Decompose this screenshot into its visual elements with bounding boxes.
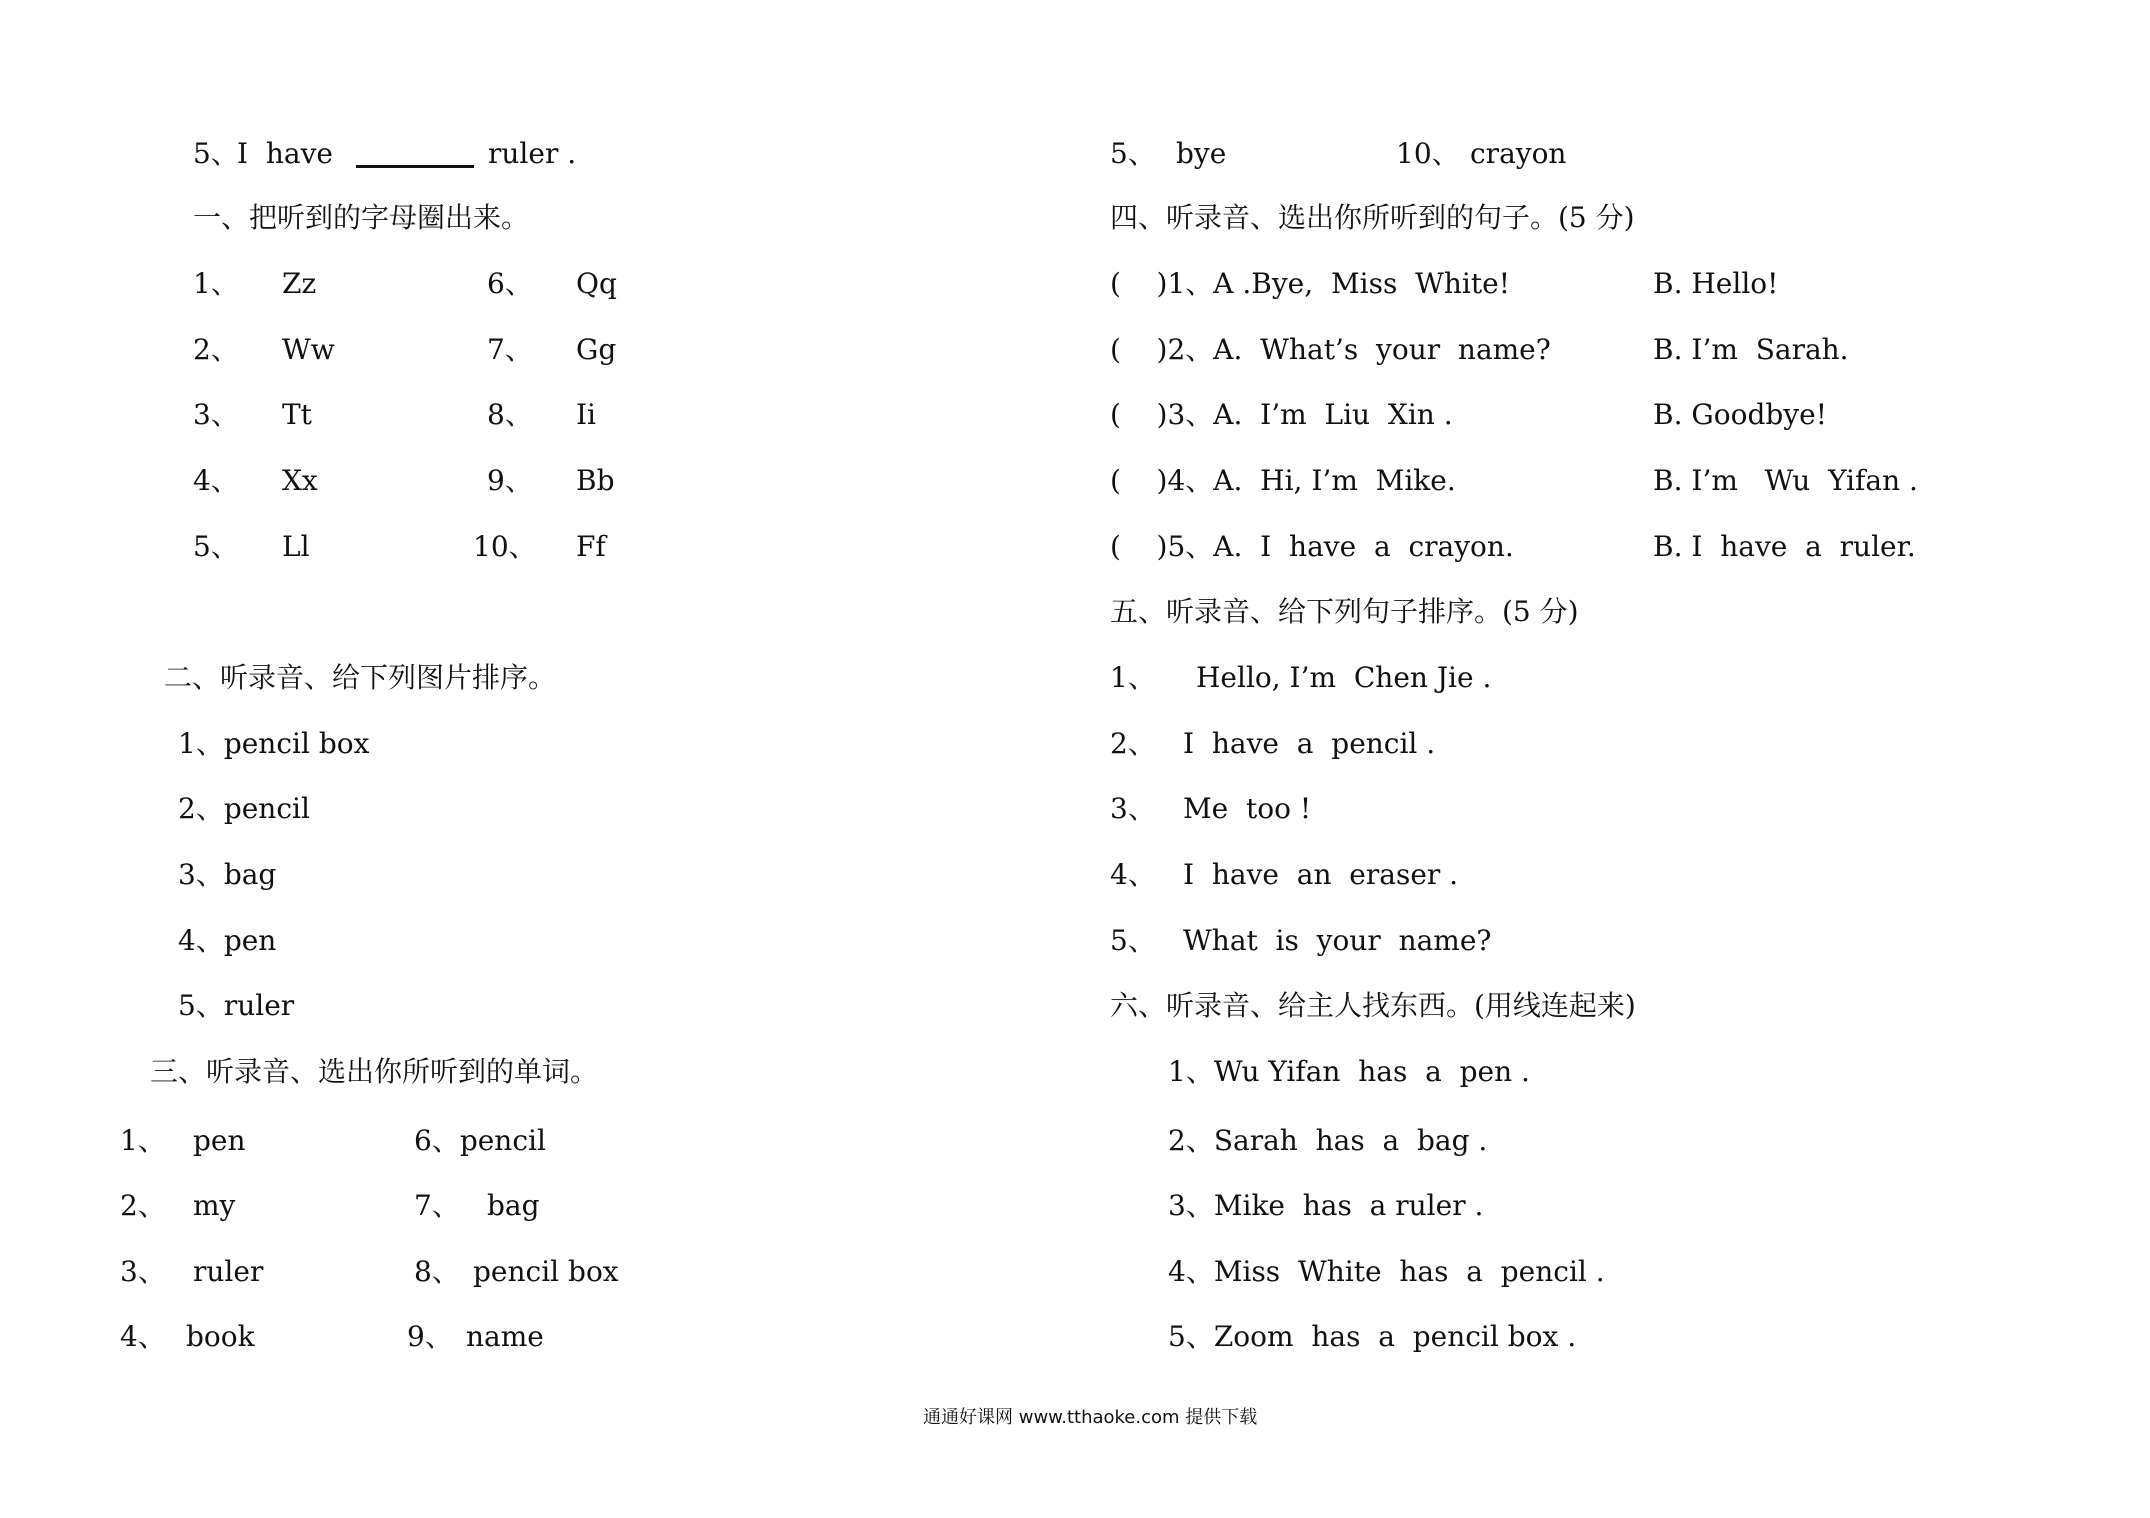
- word-item: crayon: [1470, 137, 1567, 170]
- word-item-number: 9、: [407, 1320, 453, 1353]
- word-item-number: 3、: [120, 1255, 166, 1288]
- word-item-number: 7、: [414, 1189, 460, 1222]
- letter-item: Ll: [282, 530, 310, 563]
- carry-item-text-after: ruler .: [488, 137, 577, 170]
- letter-item-number: 7、: [487, 333, 533, 366]
- word-item-number: 1、: [120, 1124, 166, 1157]
- word-item: name: [466, 1320, 544, 1353]
- sentence-order-item: Hello, I’m Chen Jie .: [1196, 661, 1492, 694]
- carry-item-number: 5、: [193, 137, 239, 170]
- word-item-number: 10、: [1396, 137, 1460, 170]
- sentence-order-number: 1、: [1110, 661, 1156, 694]
- letter-item-number: 3、: [193, 398, 239, 431]
- letter-item-number: 1、: [193, 267, 239, 300]
- sentence-order-number: 4、: [1110, 858, 1156, 891]
- sentence-choice-a: ( )2、A. What’s your name?: [1110, 333, 1551, 366]
- word-item: my: [193, 1189, 236, 1222]
- owner-match-item: 5、Zoom has a pencil box .: [1168, 1320, 1577, 1353]
- letter-item-number: 8、: [487, 398, 533, 431]
- picture-order-item: 3、bag: [178, 858, 277, 891]
- section-6-title: 六、听录音、给主人找东西。(用线连起来): [1110, 989, 1636, 1022]
- owner-match-item: 2、Sarah has a bag .: [1168, 1124, 1488, 1157]
- word-item: pencil box: [473, 1255, 619, 1288]
- word-item: book: [186, 1320, 255, 1353]
- letter-item-number: 6、: [487, 267, 533, 300]
- sentence-choice-a: ( )4、A. Hi, I’m Mike.: [1110, 464, 1456, 497]
- section-1-title: 一、把听到的字母圈出来。: [193, 201, 530, 234]
- download-footer: 通通好课网 www.tthaoke.com 提供下载: [923, 1407, 1258, 1428]
- letter-item: Ii: [576, 398, 597, 431]
- sentence-choice-b: B. I have a ruler.: [1653, 530, 1916, 563]
- sentence-order-item: Me too !: [1183, 792, 1312, 825]
- word-item: bag: [487, 1189, 540, 1222]
- sentence-order-number: 3、: [1110, 792, 1156, 825]
- sentence-choice-a: ( )5、A. I have a crayon.: [1110, 530, 1514, 563]
- sentence-choice-a: ( )3、A. I’m Liu Xin .: [1110, 398, 1453, 431]
- carry-item-text-before: I have: [237, 137, 333, 170]
- sentence-choice-a: ( )1、A .Bye, Miss White!: [1110, 267, 1510, 300]
- owner-match-item: 1、Wu Yifan has a pen .: [1168, 1055, 1530, 1088]
- sentence-order-item: I have a pencil .: [1183, 727, 1436, 760]
- letter-item: Bb: [576, 464, 615, 497]
- picture-order-item: 5、ruler: [178, 989, 295, 1022]
- fill-in-blank-line: [356, 165, 474, 168]
- letter-item: Xx: [282, 464, 318, 497]
- letter-item: Qq: [576, 267, 617, 300]
- sentence-choice-b: B. I’m Sarah.: [1653, 333, 1849, 366]
- sentence-order-item: What is your name?: [1183, 924, 1492, 957]
- sentence-order-number: 2、: [1110, 727, 1156, 760]
- section-4-title: 四、听录音、选出你所听到的句子。(5 分): [1110, 201, 1635, 234]
- letter-item: Tt: [282, 398, 312, 431]
- letter-item-number: 9、: [487, 464, 533, 497]
- sentence-choice-b: B. Hello!: [1653, 267, 1779, 300]
- owner-match-item: 4、Miss White has a pencil .: [1168, 1255, 1605, 1288]
- word-item-number: 2、: [120, 1189, 166, 1222]
- sentence-order-item: I have an eraser .: [1183, 858, 1459, 891]
- word-item: 6、pencil: [414, 1124, 546, 1157]
- word-item: ruler: [193, 1255, 264, 1288]
- letter-item-number: 2、: [193, 333, 239, 366]
- letter-item: Zz: [282, 267, 317, 300]
- letter-item-number: 10、: [473, 530, 537, 563]
- section-3-title: 三、听录音、选出你所听到的单词。: [150, 1055, 599, 1088]
- letter-item: Ww: [282, 333, 335, 366]
- letter-item: Gg: [576, 333, 617, 366]
- sentence-choice-b: B. I’m Wu Yifan .: [1653, 464, 1918, 497]
- word-item-number: 8、: [414, 1255, 460, 1288]
- letter-item: Ff: [576, 530, 606, 563]
- sentence-choice-b: B. Goodbye!: [1653, 398, 1827, 431]
- word-item-number: 4、: [120, 1320, 166, 1353]
- word-item: bye: [1176, 137, 1227, 170]
- letter-item-number: 5、: [193, 530, 239, 563]
- picture-order-item: 2、pencil: [178, 792, 310, 825]
- sentence-order-number: 5、: [1110, 924, 1156, 957]
- picture-order-item: 4、pen: [178, 924, 277, 957]
- section-2-title: 二、听录音、给下列图片排序。: [164, 661, 557, 694]
- word-item: pen: [193, 1124, 246, 1157]
- word-item-number: 5、: [1110, 137, 1156, 170]
- letter-item-number: 4、: [193, 464, 239, 497]
- picture-order-item: 1、pencil box: [178, 727, 370, 760]
- owner-match-item: 3、Mike has a ruler .: [1168, 1189, 1484, 1222]
- section-5-title: 五、听录音、给下列句子排序。(5 分): [1110, 595, 1579, 628]
